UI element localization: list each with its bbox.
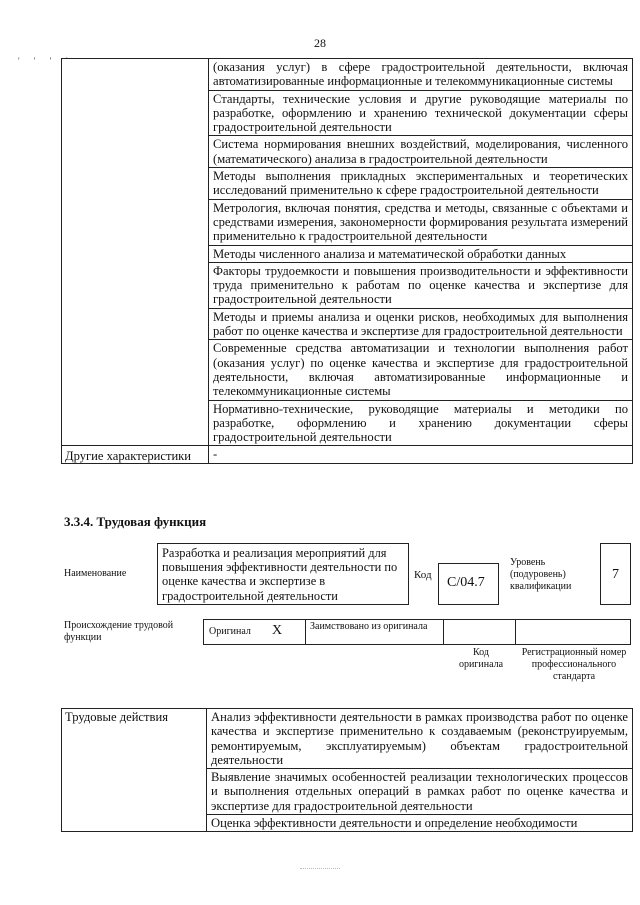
origin-borrowed-cell [306,620,444,644]
origin-reg-cell [516,620,630,644]
table-row: Методы и приемы анализа и оценки рисков, необходимых для выполнения работ по оценке качества и экспертизе для градостроительной деятельности [209,308,633,340]
labor-actions-table [61,708,633,832]
scan-artifact [300,868,340,869]
scan-marks: ' ' ' ` [18,56,75,66]
table-row: Современные средства автоматизации и технологии выполнения работ (оказания услуг) по оценке качества и экспертизе для градостроительной деятельности, включая автоматизированные информационные и телекоммуникационные системы [209,340,633,400]
borrowed-label: Заимствовано из оригинала [310,621,428,632]
table-row: Выявление значимых особенностей реализации технологических процессов и выполнения отдельных операций в рамках работ по оценке качества и экспертизе для градостроительной деятельности [207,769,633,815]
knowledge-table [61,58,633,464]
qualification-level-box: 7 [600,543,631,605]
original-label: Оригинал [209,626,251,637]
origin-label: Происхождение трудовой функции [64,620,174,643]
other-characteristics-label: Другие характеристики [62,446,209,463]
table-row: Стандарты, технические условия и другие руководящие материалы по разработке, оформлению и хранению технической документации сферы градостроительной деятельности [209,90,633,136]
table-row: Факторы трудоемкости и повышения производительности и эффективности труда применительно к работам по оценке качества и экспертизе для градостроительной деятельности [209,262,633,308]
table-row: Нормативно-технические, руководящие материалы и методики по разработке, оформлению и хранению документации сферы градостроительной деятельности [209,400,633,446]
origin-code-cell [444,620,516,644]
table-row: Система нормирования внешних воздействий, моделирования, численного (математического) анализа в градостроительной деятельности [209,136,633,168]
origin-row [203,619,631,645]
table-row: (оказания услуг) в сфере градостроительной деятельности, включая автоматизированные информационные и телекоммуникационные системы [209,59,633,91]
section-heading: 3.3.4. Трудовая функция [64,514,207,529]
function-code-box: С/04.7 [438,563,499,605]
level-label: Уровень (подуровень) квалификации [510,557,572,592]
table-row: Метрология, включая понятия, средства и методы, связанные с объектами и средствами измерения, закономерности формирования результата измерений применительно к градостроительной деятельности [209,199,633,245]
other-characteristics-value: - [209,446,633,463]
table-label-cell [62,59,209,446]
table-row: Методы численного анализа и математической обработки данных [209,245,633,262]
original-mark: X [272,623,283,638]
table-row: Оценка эффективности деятельности и определение необходимости [207,815,633,832]
code-original-caption: Код оригинала [458,647,504,670]
name-label: Наименование [64,568,127,579]
page-number: 28 [314,36,326,50]
reg-number-caption: Регистрационный номер профессионального стандарта [521,647,627,682]
table-row: Методы выполнения прикладных экспериментальных и теоретических исследований применительно к сфере градостроительной деятельности [209,168,633,200]
origin-original-cell [204,620,306,644]
function-name-box: Разработка и реализация мероприятий для повышения эффективности деятельности по оценке качества и экспертизе в градостроительной деятельности [157,543,409,605]
labor-actions-label: Трудовые действия [62,709,207,832]
code-label: Код [414,569,432,581]
table-row: Анализ эффективности деятельности в рамках производства работ по оценке качества и экспертизе применительно к создаваемым (реконструируемым, ремонтируемым, эксплуатируемым) объектам градостроительной деятельности [207,709,633,769]
